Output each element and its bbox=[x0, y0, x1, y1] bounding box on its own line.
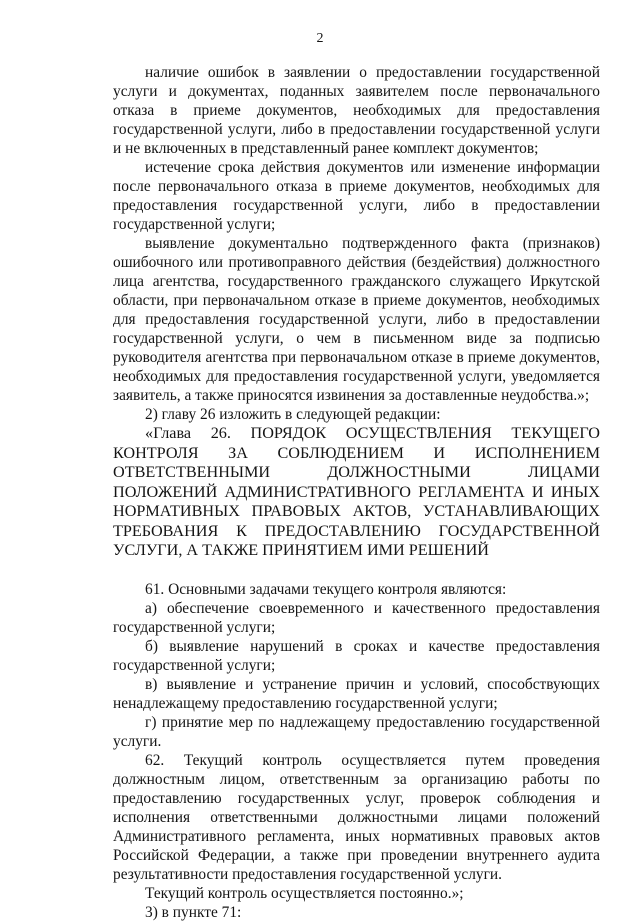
paragraph-item-61-v: в) выявление и устранение причин и условий, способствующих ненадлежащему предоставлению государственной услуги; bbox=[113, 675, 600, 712]
chapter-heading: «Глава 26. ПОРЯДОК ОСУЩЕСТВЛЕНИЯ ТЕКУЩЕГО КОНТРОЛЯ ЗА СОБЛЮДЕНИЕМ И ИСПОЛНЕНИЕМ ОТВЕТСТВЕННЫМИ ДОЛЖНОСТНЫМИ ЛИЦАМИ ПОЛОЖЕНИЙ АДМИНИСТРАТИВНОГО РЕГЛАМЕНТА И ИНЫХ НОРМАТИВНЫХ ПРАВОВЫХ АКТОВ, УСТАНАВЛИВАЮЩИХ ТРЕБОВАНИЯ К ПРЕДОСТАВЛЕНИЮ ГОСУДАРСТВЕННОЙ УСЛУГИ, А ТАКЖЕ ПРИНЯТИЕМ ИМИ РЕШЕНИЙ bbox=[113, 424, 600, 559]
paragraph-item-61-g: г) принятие мер по надлежащему предоставлению государственной услуги. bbox=[113, 713, 600, 750]
page-number: 2 bbox=[316, 31, 324, 46]
paragraph-erroneous-action: выявление документально подтвержденного факта (признаков) ошибочного или противоправного действия (бездействия) должностного лица агентства, государственного гражданского служащего Иркутской области, при первоначальном отказе в приеме документов, необходимых для предоставления государственной услуги, либо в предоставлении государственной услуги, о чем в письменном виде за подписью руководителя агентства при первоначальном отказе в приеме документов, необходимых для предоставления государственной услуги, уведомляется заявитель, а также приносятся извинения за доставленные неудобства.»; bbox=[113, 235, 600, 404]
paragraph-control-constant: Текущий контроль осуществляется постоянно.»; bbox=[145, 884, 464, 902]
spacer bbox=[113, 561, 600, 580]
paragraph-amend-chapter-26: 2) главу 26 изложить в следующей редакции: bbox=[145, 406, 441, 423]
paragraph-item-61-b: б) выявление нарушений в сроках и качестве предоставления государственной услуги; bbox=[113, 637, 600, 674]
paragraph-errors-in-application: наличие ошибок в заявлении о предоставлении государственной услуги и документах, поданных заявителем после первоначального отказа в приеме документов, необходимых для предоставления государственной услуги, либо в предоставлении государственной услуги и не включенных в представленный ранее комплект документов; bbox=[113, 64, 600, 157]
paragraph-item-62: 62. Текущий контроль осуществляется путем проведения должностным лицом, ответственным за организацию работы по предоставлению государственных услуг, проверок соблюдения и исполнения ответственными должностными лицами положений Административного регламента, иных нормативных правовых актов Российской Федерации, а также при проведении внутреннего аудита результативности предоставления государственной услуги. bbox=[113, 751, 600, 883]
paragraph-document-expiry: истечение срока действия документов или изменение информации после первоначального отказа в приеме документов, необходимых для предоставления государственной услуги, либо в предоставлении государственной услуги; bbox=[113, 159, 600, 233]
document-body bbox=[113, 63, 600, 922]
paragraph-item-61-a: а) обеспечение своевременного и качественного предоставления государственной услуги; bbox=[113, 599, 600, 636]
paragraph-item-61: 61. Основными задачами текущего контроля являются: bbox=[145, 580, 507, 598]
paragraph-item-71: 3) в пункте 71: bbox=[145, 903, 242, 921]
